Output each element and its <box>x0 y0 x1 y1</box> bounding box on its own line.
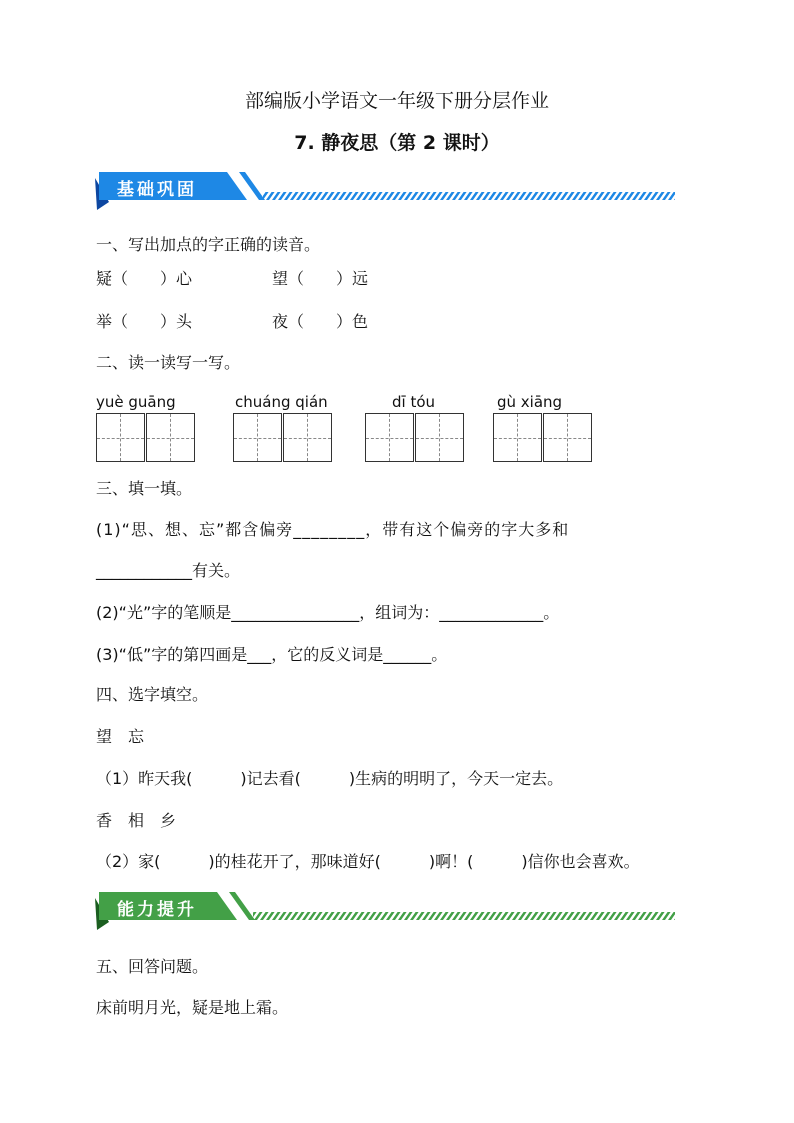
section5-heading: 五、回答问题。 <box>96 957 209 976</box>
section2-heading: 二、读一读写一写。 <box>96 353 241 372</box>
basic-banner-label: 基础巩固 <box>117 180 197 200</box>
choice-words-2: 香 相 乡 <box>96 811 177 830</box>
grid-cell[interactable] <box>415 413 464 462</box>
section3-heading: 三、填一填。 <box>96 479 193 498</box>
grid-cell[interactable] <box>233 413 282 462</box>
grid-cell[interactable] <box>96 413 145 462</box>
fill-question-3: (3)“低”字的第四画是___，它的反义词是______。 <box>96 645 448 664</box>
grid-cell[interactable] <box>283 413 332 462</box>
pronounce-item-3: 举（ ）头 <box>96 312 193 331</box>
pronounce-item-2: 望（ ）远 <box>272 269 369 288</box>
pinyin-1: yuè guāng <box>96 393 176 411</box>
choice-question-2: （2）家( )的桂花开了，那味道好( )啊！( )信你也会喜欢。 <box>96 852 640 871</box>
pronounce-item-4: 夜（ ）色 <box>272 312 369 331</box>
fill-question-1a: (1)“思、想、忘”都含偏旁________，带有这个偏旁的字大多和 <box>96 520 570 539</box>
document-title: 部编版小学语文一年级下册分层作业 <box>244 90 549 112</box>
grid-cell[interactable] <box>146 413 195 462</box>
poem-line: 床前明月光，疑是地上霜。 <box>96 998 289 1017</box>
pinyin-2: chuáng qián <box>235 393 328 411</box>
advanced-section-banner <box>95 890 680 930</box>
pinyin-3: dī tóu <box>392 393 436 411</box>
pinyin-4: gù xiāng <box>497 393 563 411</box>
grid-cell[interactable] <box>365 413 414 462</box>
fill-question-1b: ____________有关。 <box>96 561 241 580</box>
choice-question-1: （1）昨天我( )记去看( )生病的明明了，今天一定去。 <box>96 769 564 788</box>
lesson-title: 7. 静夜思（第 2 课时） <box>294 132 500 154</box>
section4-heading: 四、选字填空。 <box>96 685 209 704</box>
fill-question-2: (2)“光”字的笔顺是________________，组词为：_____________。 <box>96 603 560 622</box>
basic-section-banner <box>95 170 680 210</box>
pronounce-item-1: 疑（ ）心 <box>96 269 193 288</box>
grid-cell[interactable] <box>493 413 542 462</box>
grid-cell[interactable] <box>543 413 592 462</box>
advanced-banner-label: 能力提升 <box>117 900 197 920</box>
choice-words-1: 望 忘 <box>96 727 145 746</box>
section1-heading: 一、写出加点的字正确的读音。 <box>96 235 321 254</box>
